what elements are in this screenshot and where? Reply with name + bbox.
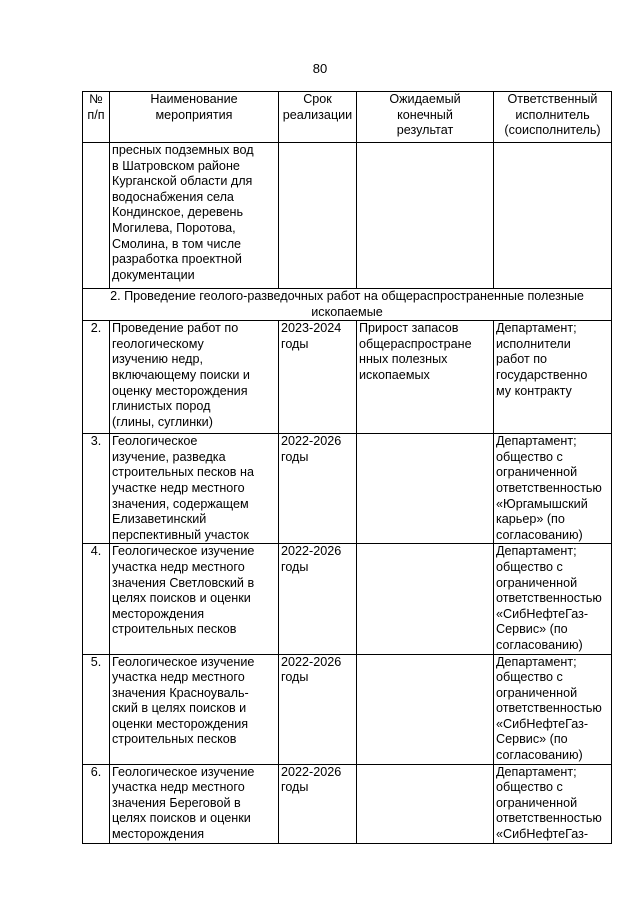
continuation-result xyxy=(357,143,494,289)
row-name: Геологическое изучение участка недр местного значения Береговой в целях поисков и оценки месторождения xyxy=(110,764,279,843)
row-executor: Департамент; общество с ограниченной ответственностью «Юргамышский карьер» (по согласованию) xyxy=(494,434,612,544)
row-num: 4. xyxy=(83,544,110,654)
continuation-executor xyxy=(494,143,612,289)
row-num: 3. xyxy=(83,434,110,544)
row-executor: Департамент; исполнители работ по государственно му контракту xyxy=(494,321,612,434)
page-number: 80 xyxy=(312,61,328,76)
row-term: 2022-2026 годы xyxy=(279,434,357,544)
row-name: Геологическое изучение участка недр местного значения Красноуваль- ский в целях поисков и оценки месторождения строительных песков xyxy=(110,654,279,764)
row-result: Прирост запасов общераспростране нных полезных ископаемых xyxy=(357,321,494,434)
row-name: Геологическое изучение, разведка строительных песков на участке недр местного значения, содержащем Елизаветинский перспективный участок xyxy=(110,434,279,544)
row-result xyxy=(357,544,494,654)
row-term: 2022-2026 годы xyxy=(279,544,357,654)
continuation-name: пресных подземных вод в Шатровском районе Курганской области для водоснабжения села Кондинское, деревень Могилева, Поротова, Смолина, в том числе разработка проектной документации xyxy=(110,143,279,289)
row-executor: Департамент; общество с ограниченной ответственностью «СибНефтеГаз- Сервис» (по согласованию) xyxy=(494,654,612,764)
table-header-row xyxy=(83,92,612,143)
section-title: 2. Проведение геолого-разведочных работ на общераспространенные полезные ископаемые xyxy=(83,289,612,321)
table-row xyxy=(83,434,612,544)
row-num: 6. xyxy=(83,764,110,843)
header-num: № п/п xyxy=(83,92,110,143)
continuation-row xyxy=(83,143,612,289)
table-row xyxy=(83,544,612,654)
section-row xyxy=(83,289,612,321)
row-num: 2. xyxy=(83,321,110,434)
row-result xyxy=(357,654,494,764)
row-result xyxy=(357,434,494,544)
row-num: 5. xyxy=(83,654,110,764)
header-executor: Ответственный исполнитель (соисполнитель) xyxy=(494,92,612,143)
measures-table xyxy=(82,91,612,844)
continuation-term xyxy=(279,143,357,289)
row-term: 2022-2026 годы xyxy=(279,654,357,764)
table-row xyxy=(83,654,612,764)
header-term: Срок реализации xyxy=(279,92,357,143)
header-result: Ожидаемый конечный результат xyxy=(357,92,494,143)
row-executor: Департамент; общество с ограниченной ответственностью «СибНефтеГаз- xyxy=(494,764,612,843)
row-executor: Департамент; общество с ограниченной ответственностью «СибНефтеГаз- Сервис» (по согласованию) xyxy=(494,544,612,654)
row-term: 2023-2024 годы xyxy=(279,321,357,434)
row-result xyxy=(357,764,494,843)
table-row xyxy=(83,764,612,843)
row-term: 2022-2026 годы xyxy=(279,764,357,843)
row-name: Проведение работ по геологическому изучению недр, включающему поиски и оценку месторождения глинистых пород (глины, суглинки) xyxy=(110,321,279,434)
row-name: Геологическое изучение участка недр местного значения Светловский в целях поисков и оценки месторождения строительных песков xyxy=(110,544,279,654)
continuation-num xyxy=(83,143,110,289)
table-row xyxy=(83,321,612,434)
header-name: Наименование мероприятия xyxy=(110,92,279,143)
